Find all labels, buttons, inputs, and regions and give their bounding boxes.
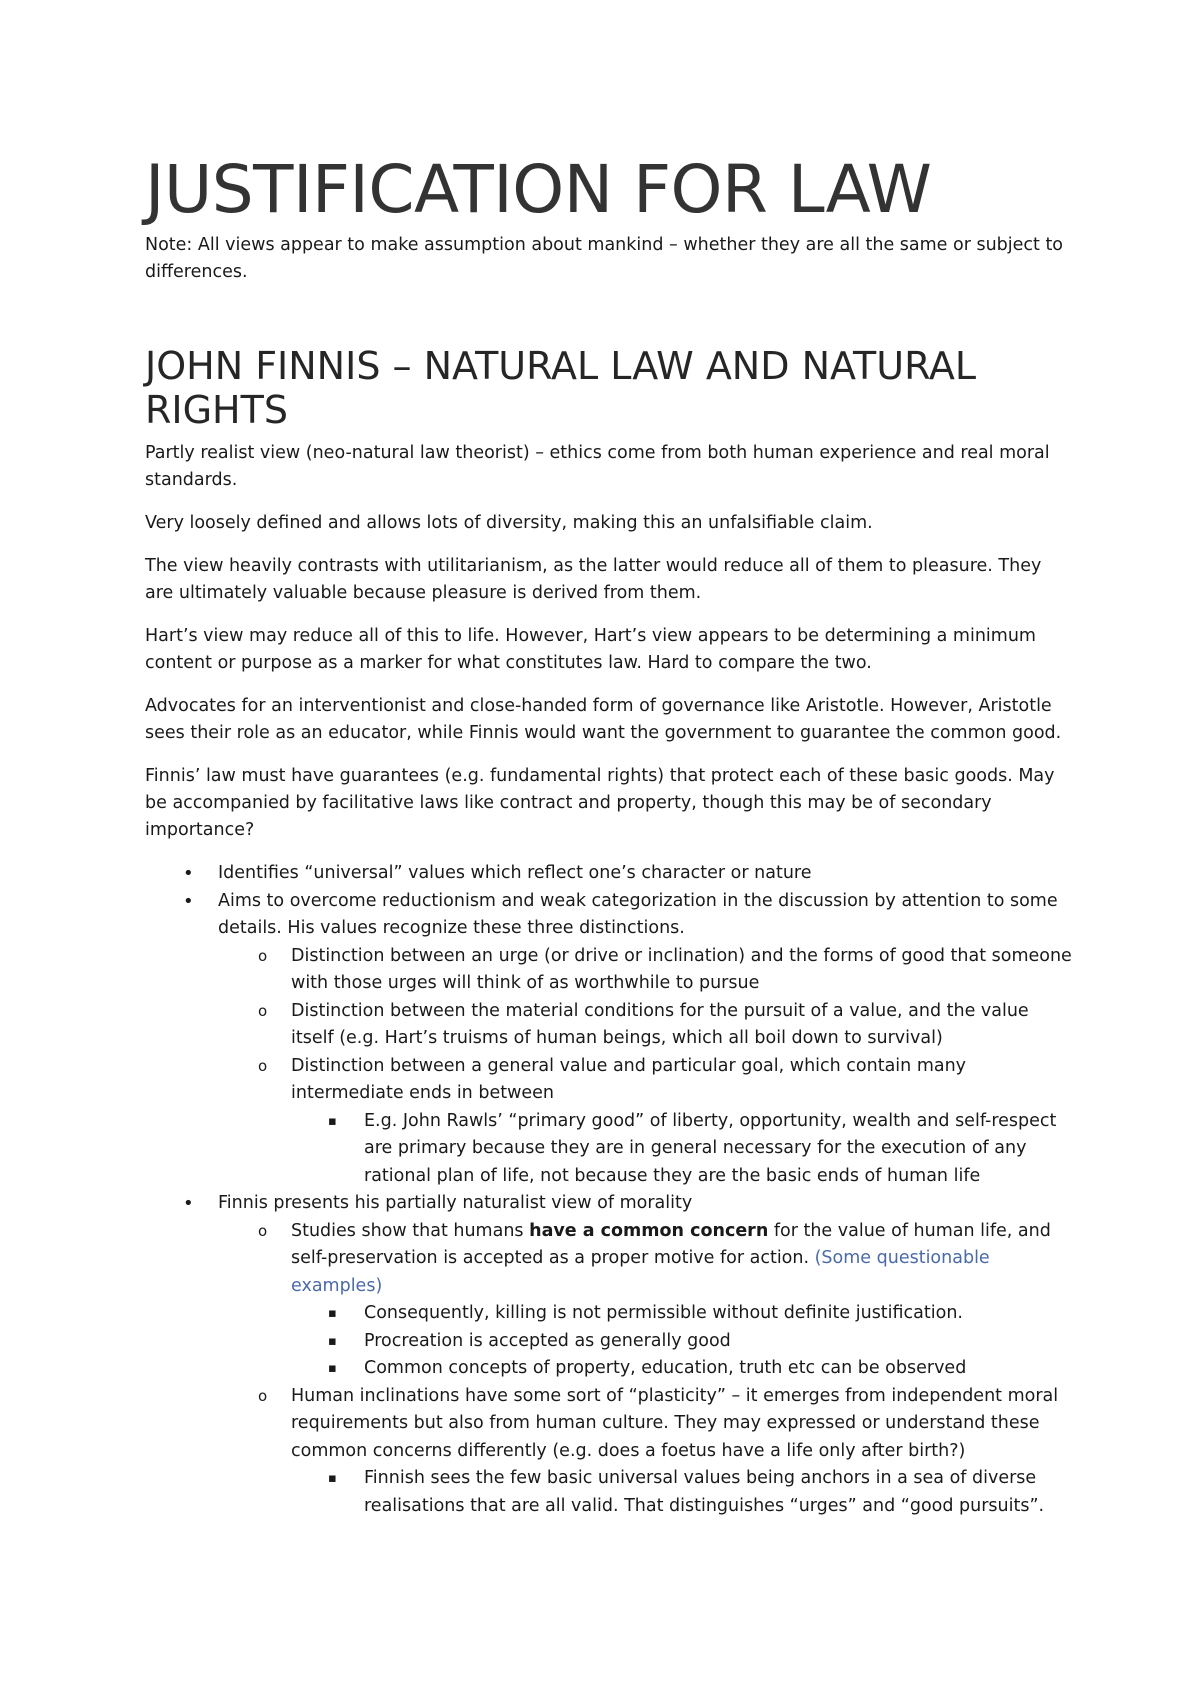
paragraph: Hart’s view may reduce all of this to life. However, Hart’s view appears to be determining a minimum content or purpose as a marker for what constitutes law. Hard to compare the two. bbox=[145, 626, 1036, 673]
sub-sub-list bbox=[291, 1300, 1075, 1383]
list-item bbox=[145, 860, 1075, 888]
blue-comment-text: (Some questionable examples) bbox=[291, 1248, 990, 1296]
list-item-text: E.g. John Rawls’ “primary good” of liberty, opportunity, wealth and self-respect are primary because they are in general necessary for the execution of any rational plan of life, not because they are the basic ends of human life bbox=[364, 1110, 1057, 1186]
sub-sub-list-item bbox=[291, 1108, 1075, 1191]
paragraph: Advocates for an interventionist and close-handed form of governance like Aristotle. However, Aristotle sees their role as an educator, while Finnis would want the government to guarantee the common good. bbox=[145, 696, 1062, 743]
list-item-text: Distinction between a general value and particular goal, which contain many intermediate ends in between bbox=[291, 1055, 967, 1103]
list-item-text: Aims to overcome reductionism and weak categorization in the discussion by attention to some details. His values recognize these three distinctions. bbox=[218, 890, 1058, 938]
sub-list bbox=[218, 943, 1075, 1191]
bullet-list bbox=[145, 860, 1075, 1520]
emphasis-text: have a common concern bbox=[529, 1220, 769, 1241]
list-item-text: Human inclinations have some sort of “plasticity” – it emerges from independent moral requirements but also from human culture. They may expressed or understand these common concerns differently (e.g. does a foetus have a life only after birth?) bbox=[291, 1385, 1059, 1461]
list-item-text: Common concepts of property, education, truth etc can be observed bbox=[364, 1358, 967, 1378]
sub-sub-list-item bbox=[291, 1465, 1075, 1520]
note-paragraph: Note: All views appear to make assumption about mankind – whether they are all the same or subject to differences. bbox=[145, 235, 1064, 282]
paragraph: Partly realist view (neo-natural law theorist) – ethics come from both human experience and real moral standards. bbox=[145, 443, 1050, 490]
sub-list-item bbox=[218, 943, 1075, 998]
sub-sub-list-item bbox=[291, 1328, 1075, 1356]
list-item-text: Distinction between an urge (or drive or inclination) and the forms of good that someone with those urges will think of as worthwhile to pursue bbox=[291, 945, 1072, 993]
sub-list bbox=[218, 1218, 1075, 1521]
list-item bbox=[145, 1190, 1075, 1520]
list-item-text: Finnis presents his partially naturalist view of morality bbox=[218, 1193, 693, 1213]
list-item-text: Consequently, killing is not permissible without definite justification. bbox=[364, 1303, 963, 1323]
paragraph: Very loosely defined and allows lots of diversity, making this an unfalsifiable claim. bbox=[145, 513, 873, 533]
document-title: JUSTIFICATION FOR LAW bbox=[145, 151, 932, 228]
list-item-text: Studies show that humans bbox=[291, 1220, 530, 1241]
list-item-text: Identifies “universal” values which reflect one’s character or nature bbox=[218, 863, 812, 883]
paragraph: Finnis’ law must have guarantees (e.g. fundamental rights) that protect each of these basic goods. May be accompanied by facilitative laws like contract and property, though this may be of secondary importance? bbox=[145, 766, 1055, 840]
sub-sub-list-item bbox=[291, 1300, 1075, 1328]
sub-sub-list bbox=[291, 1108, 1075, 1191]
sub-list-item bbox=[218, 1218, 1075, 1383]
list-item-text: for the value of human life, and self-preservation is accepted as a proper motive for action. bbox=[291, 1220, 1051, 1268]
list-item-text: Procreation is accepted as generally good bbox=[364, 1330, 731, 1351]
list-item-text: Distinction between the material conditions for the pursuit of a value, and the value itself (e.g. Hart’s truisms of human beings, which all boil down to survival) bbox=[291, 1000, 1029, 1048]
document-body bbox=[145, 150, 1075, 1520]
sub-list-item bbox=[218, 1383, 1075, 1521]
sub-list-item bbox=[218, 998, 1075, 1053]
paragraph: The view heavily contrasts with utilitarianism, as the latter would reduce all of them to pleasure. They are ultimately valuable because pleasure is derived from them. bbox=[145, 556, 1042, 603]
list-item bbox=[145, 888, 1075, 1191]
sub-sub-list-item bbox=[291, 1355, 1075, 1383]
sub-list-item bbox=[218, 1053, 1075, 1191]
sub-sub-list bbox=[291, 1465, 1075, 1520]
list-item-text: Finnish sees the few basic universal values being anchors in a sea of diverse realisations that are all valid. That distinguishes “urges” and “good pursuits”. bbox=[364, 1468, 1045, 1516]
section-heading: JOHN FINNIS – NATURAL LAW AND NATURAL RIGHTS bbox=[145, 344, 977, 432]
